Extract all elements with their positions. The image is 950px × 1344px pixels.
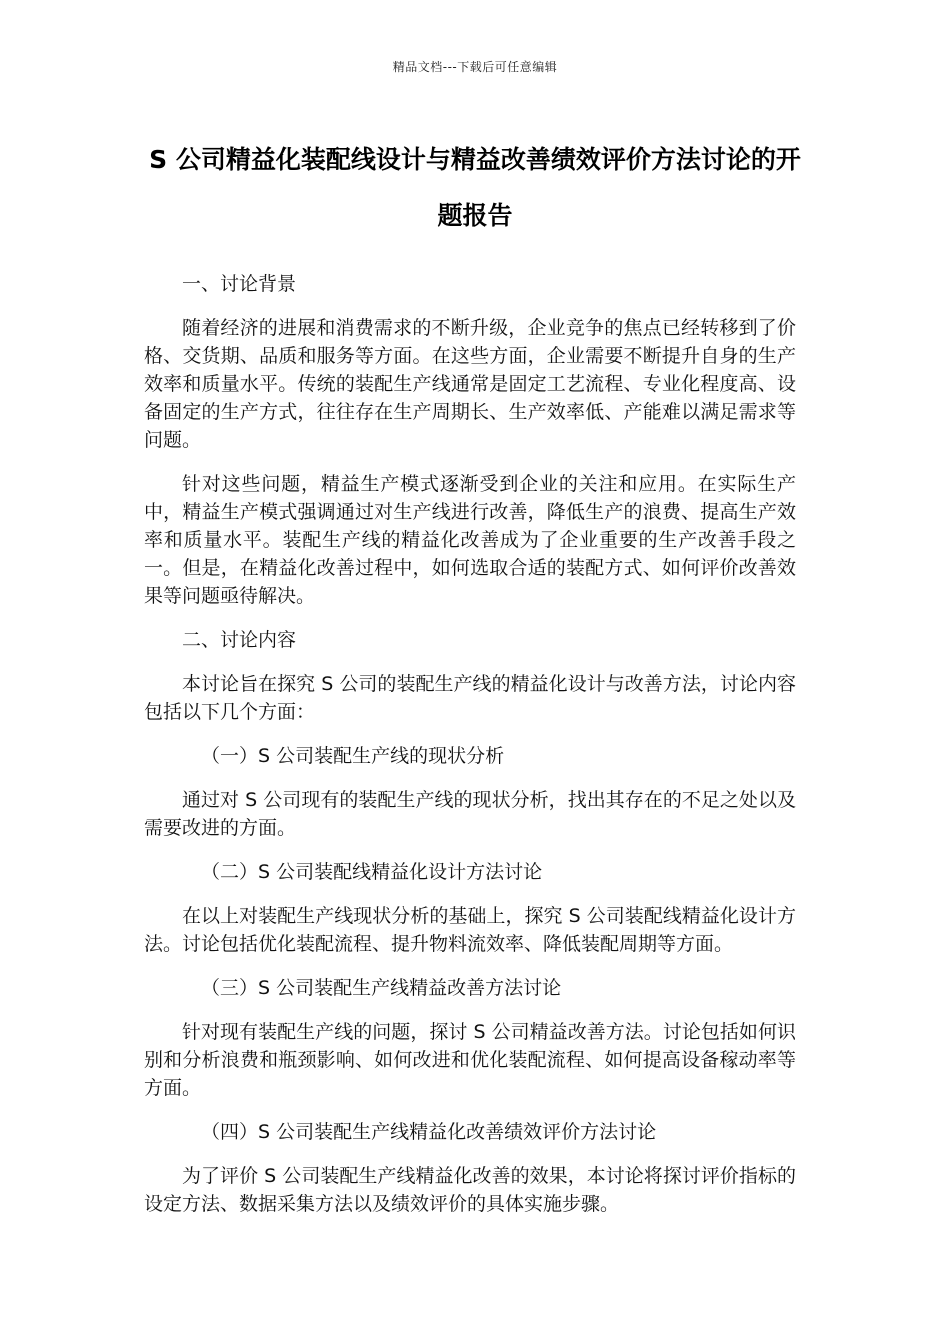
subsection-heading-4: （四）S 公司装配生产线精益化改善绩效评价方法讨论 [201, 1121, 657, 1143]
paragraph-background-2: 针对这些问题，精益生产模式逐渐受到企业的关注和应用。在实际生产中，精益生产模式强调通过对生产线进行改善，降低生产的浪费、提高生产效率和质量水平。装配生产线的精益化改善成为了企业重要的生产改善手段之一。但是，在精益化改善过程中，如何选取合适的装配方式、如何评价改善效果等问题亟待解决。 [144, 473, 796, 607]
subsection-text-1: 通过对 S 公司现有的装配生产线的现状分析，找出其存在的不足之处以及需要改进的方面。 [144, 789, 796, 839]
subsection-text-4: 为了评价 S 公司装配生产线精益化改善的效果，本讨论将探讨评价指标的设定方法、数据采集方法以及绩效评价的具体实施步骤。 [144, 1165, 796, 1215]
subsection-heading-1: （一）S 公司装配生产线的现状分析 [201, 745, 505, 767]
subsection-text-3: 针对现有装配生产线的问题，探讨 S 公司精益改善方法。讨论包括如何识别和分析浪费和瓶颈影响、如何改进和优化装配流程、如何提高设备稼动率等方面。 [144, 1021, 796, 1099]
paragraph-content-intro: 本讨论旨在探究 S 公司的装配生产线的精益化设计与改善方法，讨论内容包括以下几个方面： [144, 673, 796, 723]
subsection-text-2: 在以上对装配生产线现状分析的基础上，探究 S 公司装配线精益化设计方法。讨论包括优化装配流程、提升物料流效率、降低装配周期等方面。 [144, 905, 796, 955]
section-heading-background: 一、讨论背景 [182, 273, 297, 295]
paragraph-background-1: 随着经济的进展和消费需求的不断升级，企业竞争的焦点已经转移到了价格、交货期、品质和服务等方面。在这些方面，企业需要不断提升自身的生产效率和质量水平。传统的装配生产线通常是固定工艺流程、专业化程度高、设备固定的生产方式，往往存在生产周期长、生产效率低、产能难以满足需求等问题。 [144, 317, 796, 451]
header-note: 精品文档---下载后可任意编辑 [392, 60, 558, 74]
subsection-heading-2: （二）S 公司装配线精益化设计方法讨论 [201, 861, 543, 883]
document-body [144, 270, 796, 1218]
section-heading-content: 二、讨论内容 [182, 629, 297, 651]
document-title: S 公司精益化装配线设计与精益改善绩效评价方法讨论的开题报告 [149, 145, 801, 230]
subsection-heading-3: （三）S 公司装配生产线精益改善方法讨论 [201, 977, 562, 999]
